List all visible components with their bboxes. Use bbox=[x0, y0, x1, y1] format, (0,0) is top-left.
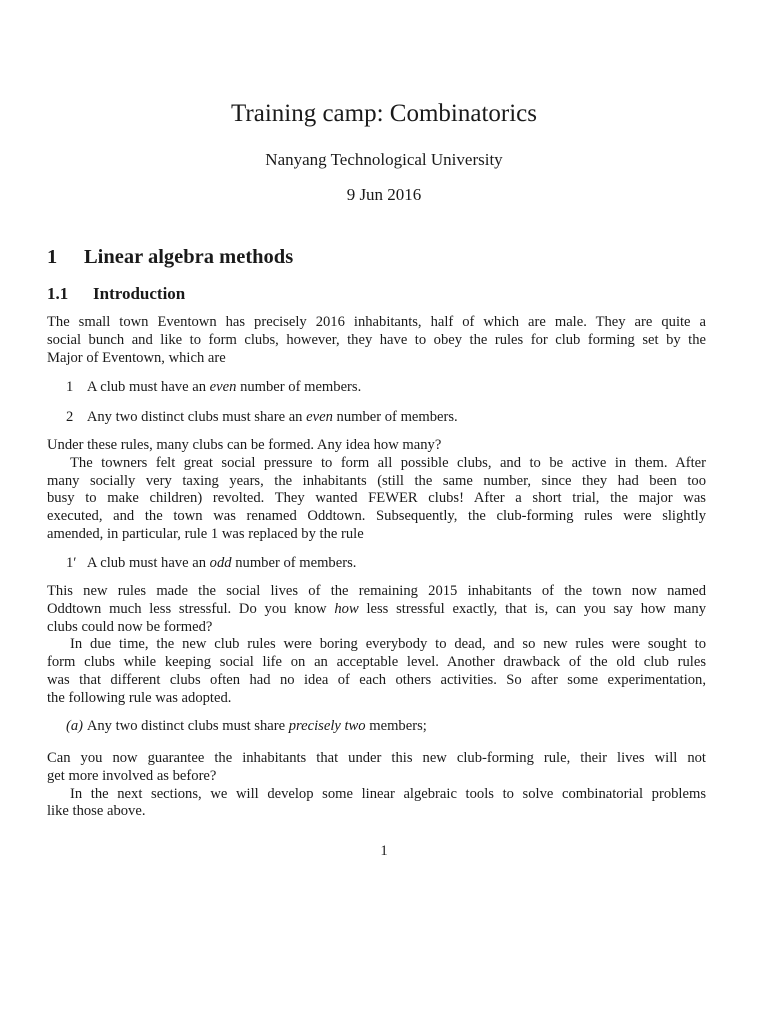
paragraph-intro bbox=[47, 314, 706, 367]
text-line: the following rule was adopted. bbox=[47, 689, 232, 706]
rule-label: 1′ bbox=[66, 555, 77, 571]
rule-label: 1 bbox=[66, 379, 74, 395]
rule-text: number of members. bbox=[235, 555, 357, 571]
text-fragment: Oddtown much less stressful. Do you know bbox=[47, 600, 327, 617]
rule-text: Any two distinct clubs must share an bbox=[86, 409, 303, 425]
rule-emphasis: even bbox=[306, 409, 333, 425]
subsection-heading bbox=[47, 283, 185, 305]
rule-text: number of members. bbox=[336, 409, 458, 425]
section-heading bbox=[47, 244, 293, 270]
text-line: Can you now guarantee the inhabitants that under this new club-forming rule, their lives will not bbox=[47, 750, 706, 766]
text-line: Major of Eventown, which are bbox=[47, 349, 226, 366]
text-line: Under these rules, many clubs can be formed. Any idea how many? bbox=[47, 437, 442, 453]
rule-label: (a) bbox=[66, 718, 84, 734]
text-fragment: less stressful exactly, that is, can you say how many bbox=[366, 600, 706, 617]
rule-text: A club must have an bbox=[86, 555, 207, 571]
document-date: 9 Jun 2016 bbox=[346, 185, 422, 204]
section-title: Linear algebra methods bbox=[84, 246, 294, 268]
rule-text: Any two distinct clubs must share bbox=[86, 718, 286, 734]
text-line: social bunch and like to form clubs, however, they have to obey the rules for club forming set by the bbox=[47, 331, 706, 348]
text-line: In due time, the new club rules were boring everybody to dead, and so new rules were sought to bbox=[70, 636, 706, 653]
page-number: 1 bbox=[380, 843, 388, 859]
rule-item bbox=[66, 554, 356, 572]
text-line: busy to make children) revolted. They wanted FEWER clubs! After a short trial, the major was bbox=[47, 490, 706, 507]
text-line: amended, in particular, rule 1 was replaced by the rule bbox=[47, 525, 364, 542]
rule-item bbox=[66, 408, 458, 426]
rule-item bbox=[66, 378, 361, 396]
affiliation: Nanyang Technological University bbox=[265, 150, 503, 169]
text-line: executed, and the town was renamed Oddtown. Subsequently, the club-forming rules were slightly bbox=[47, 508, 706, 525]
text-line: In the next sections, we will develop some linear algebraic tools to solve combinatorial problems bbox=[70, 785, 706, 802]
text-line: form clubs while keeping social life on an acceptable level. Another drawback of the old club rules bbox=[47, 654, 706, 671]
subsection-number: 1.1 bbox=[47, 284, 69, 303]
text-line: like those above. bbox=[47, 803, 146, 820]
text-line: clubs could now be formed? bbox=[47, 618, 213, 635]
subsection-title: Introduction bbox=[93, 284, 186, 303]
rule-emphasis: precisely two bbox=[288, 718, 366, 734]
section-number: 1 bbox=[47, 246, 58, 268]
rule-emphasis: even bbox=[209, 379, 237, 395]
text-line: was that different clubs often had no idea of each others activities. So after some experimentation, bbox=[47, 671, 706, 688]
rule-text: members; bbox=[369, 718, 427, 734]
document-title: Training camp: Combinatorics bbox=[231, 100, 537, 127]
rule-text: A club must have an bbox=[86, 379, 207, 395]
text-line: many socially very taxing years, the inhabitants (still the same number, since they had been too bbox=[47, 472, 706, 489]
paragraph-conclusion bbox=[47, 750, 706, 821]
rule-text: number of members. bbox=[240, 379, 362, 395]
paragraph-eventown bbox=[47, 437, 706, 544]
text-line: The towners felt great social pressure to form all possible clubs, and to be active in them. After bbox=[70, 454, 706, 471]
rule-emphasis: odd bbox=[209, 555, 232, 571]
rule-label: 2 bbox=[66, 409, 74, 425]
text-line bbox=[47, 601, 706, 619]
text-emphasis: how bbox=[334, 600, 359, 617]
text-line: get more involved as before? bbox=[47, 767, 217, 784]
text-line: This new rules made the social lives of the remaining 2015 inhabitants of the town now named bbox=[47, 583, 706, 599]
text-line: The small town Eventown has precisely 2016 inhabitants, half of which are male. They are quite a bbox=[47, 314, 706, 330]
paragraph-oddtown bbox=[47, 583, 706, 708]
rule-item bbox=[66, 717, 427, 735]
